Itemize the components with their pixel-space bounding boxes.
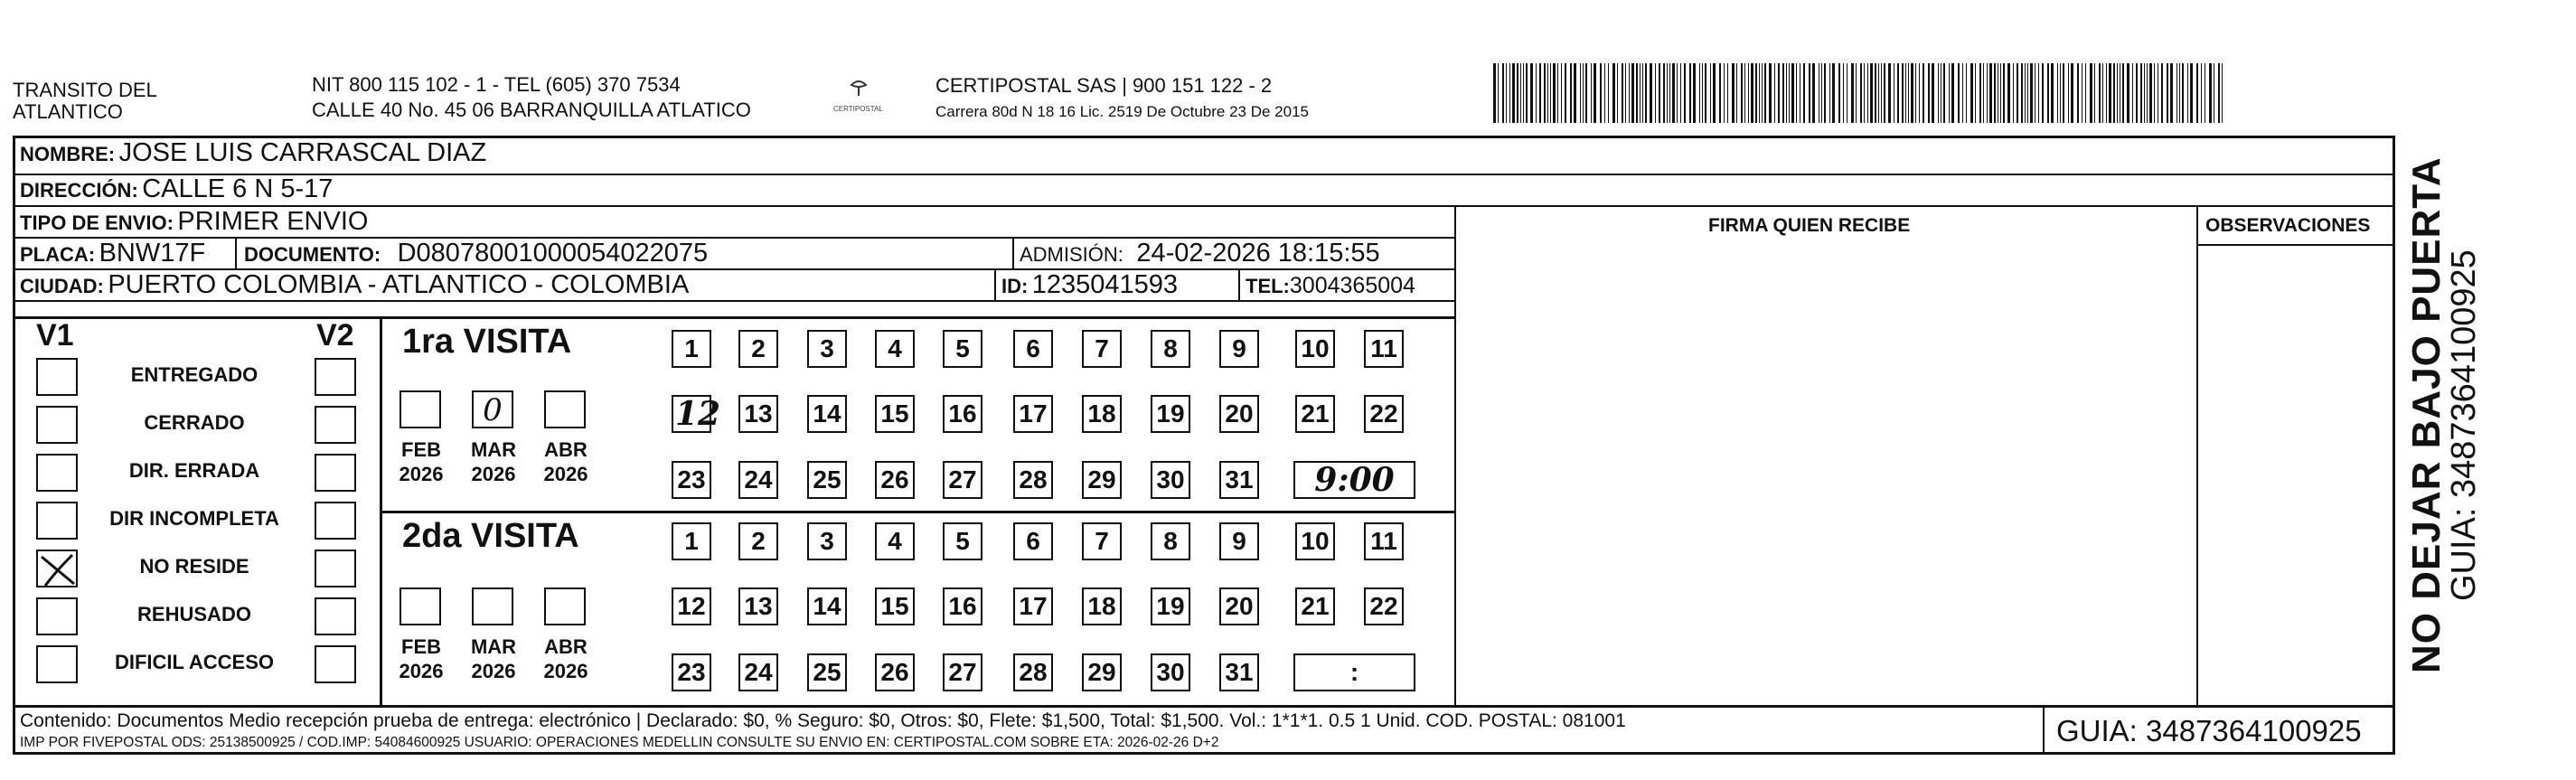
side-warning: NO DEJAR BAJO PUERTA xyxy=(2404,156,2449,673)
day-box[interactable]: 31 xyxy=(1219,653,1259,691)
day-box[interactable]: 16 xyxy=(943,395,982,433)
tipo-label: TIPO DE ENVIO: xyxy=(20,211,174,234)
day-box[interactable]: 26 xyxy=(875,653,915,691)
month-checkbox[interactable] xyxy=(472,390,513,428)
day-box[interactable]: 6 xyxy=(1013,522,1053,560)
day-box[interactable]: 14 xyxy=(807,587,847,625)
day-box[interactable]: 24 xyxy=(738,653,778,691)
footer-imp: IMP POR FIVEPOSTAL ODS: 25138500925 / COD.IMP: 54084600925 USUARIO: OPERACIONES MEDELLIN CONSULTE SU ENVIO EN: CERTIPOSTAL.COM SOBRE ETA: 2026-02-26 D+2 xyxy=(20,735,1219,750)
status-v2-checkbox[interactable] xyxy=(315,502,356,540)
day-box[interactable]: 7 xyxy=(1082,522,1122,560)
day-box[interactable]: 17 xyxy=(1013,587,1053,625)
status-v1-checkbox[interactable] xyxy=(36,645,78,683)
nombre-value: JOSE LUIS CARRASCAL DIAZ xyxy=(118,138,487,167)
day-box[interactable]: 5 xyxy=(943,330,982,368)
month-label: MAR 2026 xyxy=(470,438,517,485)
logo-icon xyxy=(832,76,886,121)
status-v1-checkbox[interactable] xyxy=(36,502,78,540)
placa-label: PLACA: xyxy=(20,243,96,266)
status-v2-checkbox[interactable] xyxy=(315,597,356,635)
day-box[interactable]: 2 xyxy=(738,522,778,560)
day-box[interactable]: 15 xyxy=(875,395,915,433)
tipo-row xyxy=(20,207,368,237)
day-box[interactable]: 11 xyxy=(1364,522,1404,560)
direccion-label: DIRECCIÓN: xyxy=(20,179,138,202)
tipo-value: PRIMER ENVIO xyxy=(177,207,369,236)
firma-label: FIRMA QUIEN RECIBE xyxy=(1708,215,1911,236)
documento-cell xyxy=(244,239,708,268)
month-checkbox[interactable] xyxy=(400,587,441,625)
documento-label: DOCUMENTO: xyxy=(244,243,381,266)
issuer-contact xyxy=(312,74,751,121)
id-value: 1235041593 xyxy=(1031,270,1179,299)
day-box[interactable]: 18 xyxy=(1082,395,1122,433)
day-box[interactable]: 28 xyxy=(1013,653,1053,691)
day-box[interactable]: 12 xyxy=(672,587,711,625)
id-label: ID: xyxy=(1001,275,1029,297)
admision-cell xyxy=(1020,239,1380,268)
direccion-row xyxy=(20,174,333,204)
day-box[interactable]: 21 xyxy=(1295,587,1335,625)
day-box[interactable]: 30 xyxy=(1151,461,1190,499)
month-label: ABR 2026 xyxy=(543,635,588,682)
month-checkbox[interactable] xyxy=(400,390,441,428)
month-label: ABR 2026 xyxy=(543,438,588,485)
nombre-row xyxy=(20,138,486,168)
placa-value: BNW17F xyxy=(99,239,206,268)
day-box[interactable]: 26 xyxy=(875,461,915,499)
day-box[interactable]: 9 xyxy=(1219,330,1259,368)
day-box[interactable]: 20 xyxy=(1219,587,1259,625)
day-box[interactable]: 23 xyxy=(672,653,711,691)
status-option-label: ENTREGADO xyxy=(130,363,259,386)
status-v1-checkbox[interactable] xyxy=(36,358,78,396)
barcode xyxy=(1491,63,2228,125)
day-box[interactable]: 19 xyxy=(1151,587,1190,625)
month-checkbox[interactable] xyxy=(544,587,586,625)
placa-cell xyxy=(20,239,205,268)
issuer-line-2: ATLANTICO xyxy=(13,100,123,123)
company-license: Carrera 80d N 18 16 Lic. 2519 De Octubre 23 De 2015 xyxy=(935,103,1309,120)
day-box[interactable]: 7 xyxy=(1082,330,1122,368)
footer-guia: GUIA: 3487364100925 xyxy=(2056,714,2362,747)
ciudad-value: PUERTO COLOMBIA - ATLANTICO - COLOMBIA xyxy=(108,270,690,299)
day-box[interactable]: 1 xyxy=(672,522,711,560)
observations-area[interactable] xyxy=(2199,247,2393,703)
day-box[interactable]: 14 xyxy=(807,395,847,433)
company-info xyxy=(935,74,1309,121)
day-box[interactable]: 29 xyxy=(1082,461,1122,499)
day-box[interactable]: 16 xyxy=(943,587,982,625)
day-box[interactable]: 27 xyxy=(943,653,982,691)
admision-value: 24-02-2026 18:15:55 xyxy=(1136,239,1380,268)
day-box[interactable]: 1 xyxy=(672,330,711,368)
status-v2-checkbox[interactable] xyxy=(315,358,356,396)
status-option-label: REHUSADO xyxy=(137,603,251,625)
status-option-label: DIR. ERRADA xyxy=(128,459,260,482)
tel-cell xyxy=(1246,273,1415,299)
day-box[interactable]: 8 xyxy=(1151,330,1190,368)
status-v1-checkbox[interactable] xyxy=(36,454,78,492)
day-box[interactable]: 31 xyxy=(1219,461,1259,499)
issuer-line-1: TRANSITO DEL xyxy=(13,79,157,101)
month-label: FEB 2026 xyxy=(399,438,444,485)
ciudad-cell xyxy=(20,270,689,300)
handwritten-day-mark: 12 xyxy=(675,395,721,433)
day-box[interactable]: 22 xyxy=(1364,395,1404,433)
day-box[interactable]: 3 xyxy=(807,330,847,368)
handwritten-mark: 0 xyxy=(483,392,503,428)
day-box[interactable]: 4 xyxy=(875,522,915,560)
issuer-name xyxy=(13,80,157,123)
side-guia: GUIA: 3487364100925 xyxy=(2445,249,2483,601)
day-box[interactable]: 29 xyxy=(1082,653,1122,691)
nombre-label: NOMBRE: xyxy=(20,143,116,165)
day-box[interactable]: 13 xyxy=(738,395,778,433)
issuer-address: CALLE 40 No. 45 06 BARRANQUILLA ATLATICO xyxy=(312,99,751,121)
ciudad-label: CIUDAD: xyxy=(20,275,104,297)
day-box[interactable]: 27 xyxy=(943,461,982,499)
time-box[interactable] xyxy=(1293,461,1415,499)
day-box[interactable]: 6 xyxy=(1013,330,1053,368)
day-box[interactable]: 4 xyxy=(875,330,915,368)
footer-contenido: Contenido: Documentos Medio recepción prueba de entrega: electrónico | Declarado: $0, % Seguro: $0, Otros: $0, Flete: $1,500, Total: $1,500. Vol.: 1*1*1. 0.5 1 Unid. COD. POSTAL: 081001 xyxy=(20,710,1626,731)
signature-area[interactable] xyxy=(1457,244,2195,703)
status-option-label: DIR INCOMPLETA xyxy=(109,507,279,530)
logo-text: CERTIPOSTAL xyxy=(833,105,883,113)
visit2-title: 2da VISITA xyxy=(402,517,579,555)
admision-label: ADMISIÓN: xyxy=(1020,243,1123,266)
v1-header: V1 xyxy=(36,318,74,352)
documento-value: D08078001000054022075 xyxy=(397,239,709,268)
status-v2-checkbox[interactable] xyxy=(315,550,356,587)
day-box[interactable]: 9 xyxy=(1219,522,1259,560)
day-box[interactable]: 18 xyxy=(1082,587,1122,625)
day-box[interactable]: 23 xyxy=(672,461,711,499)
handwritten-check-icon xyxy=(38,551,80,589)
status-option-label: NO RESIDE xyxy=(139,555,249,578)
day-box[interactable]: 24 xyxy=(738,461,778,499)
certipostal-logo xyxy=(832,76,886,121)
status-v1-checkbox[interactable] xyxy=(36,406,78,444)
day-box[interactable]: 5 xyxy=(943,522,982,560)
v2-header: V2 xyxy=(316,318,354,352)
status-v2-checkbox[interactable] xyxy=(315,406,356,444)
status-v2-checkbox[interactable] xyxy=(315,645,356,683)
direccion-value: CALLE 6 N 5-17 xyxy=(142,174,334,203)
issuer-nit: NIT 800 115 102 - 1 - TEL (605) 370 7534 xyxy=(312,73,681,96)
status-v1-checkbox[interactable] xyxy=(36,597,78,635)
day-box[interactable]: 11 xyxy=(1364,330,1404,368)
day-box[interactable]: 30 xyxy=(1151,653,1190,691)
month-checkbox[interactable] xyxy=(472,587,513,625)
handwritten-time: 9:00 xyxy=(1314,461,1395,499)
day-box[interactable]: 19 xyxy=(1151,395,1190,433)
time-box[interactable]: : xyxy=(1293,653,1415,691)
tel-value: 3004365004 xyxy=(1289,273,1415,298)
day-box[interactable]: 22 xyxy=(1364,587,1404,625)
status-v2-checkbox[interactable] xyxy=(315,454,356,492)
visit1-title: 1ra VISITA xyxy=(402,323,572,361)
day-box[interactable]: 28 xyxy=(1013,461,1053,499)
day-box[interactable]: 3 xyxy=(807,522,847,560)
day-box[interactable]: 2 xyxy=(738,330,778,368)
day-box[interactable]: 15 xyxy=(875,587,915,625)
day-box[interactable]: 10 xyxy=(1295,330,1335,368)
tel-label: TEL: xyxy=(1246,275,1290,297)
day-box[interactable]: 20 xyxy=(1219,395,1259,433)
day-box[interactable]: 10 xyxy=(1295,522,1335,560)
day-box[interactable]: 21 xyxy=(1295,395,1335,433)
observaciones-label: OBSERVACIONES xyxy=(2205,215,2371,236)
day-box[interactable]: 17 xyxy=(1013,395,1053,433)
day-box[interactable] xyxy=(672,395,721,433)
day-box[interactable]: 13 xyxy=(738,587,778,625)
day-box[interactable]: 8 xyxy=(1151,522,1190,560)
company-name: CERTIPOSTAL SAS | 900 151 122 - 2 xyxy=(935,74,1273,97)
status-option-label: DIFICIL ACCESO xyxy=(114,651,274,673)
id-cell xyxy=(1001,270,1178,300)
day-box[interactable]: 25 xyxy=(807,653,847,691)
month-label: FEB 2026 xyxy=(399,635,444,682)
day-box[interactable]: 25 xyxy=(807,461,847,499)
month-checkbox[interactable] xyxy=(544,390,586,428)
status-v1-checkbox[interactable] xyxy=(36,550,78,587)
month-label: MAR 2026 xyxy=(470,635,517,682)
status-option-label: CERRADO xyxy=(144,411,245,434)
